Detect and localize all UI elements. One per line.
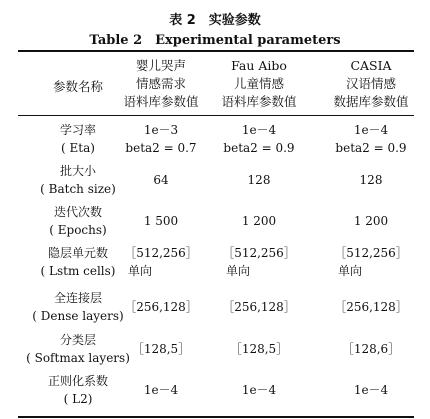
header-line: Fau Aibo <box>231 58 287 73</box>
value-cell-casia: ［256,128］ <box>334 300 408 314</box>
param-name-en: ( Dense layers) <box>32 309 124 323</box>
value-cell-casia <box>316 244 426 280</box>
value-cell-casia <box>316 121 426 157</box>
value-cell-infant-cry: 1 500 <box>143 214 179 228</box>
param-name-cn: 学习率 <box>59 123 96 137</box>
table-row-learning-rate <box>18 121 414 159</box>
value-cell-infant-cry: ［256,128］ <box>124 300 198 314</box>
table-caption-en: Table 2 Experimental parameters <box>89 33 341 48</box>
param-name-cn: 迭代次数 <box>53 205 102 219</box>
header-line: 汉语情感 <box>345 76 396 91</box>
param-name-en: ( Epochs) <box>49 223 107 237</box>
param-name-cn: 分类层 <box>59 333 96 347</box>
value-line: 单向 <box>226 264 251 278</box>
value-cell-fau-aibo: 128 <box>247 173 271 187</box>
param-name-cn: 正则化系数 <box>47 374 108 388</box>
table-row-epochs <box>18 203 414 241</box>
table-caption-cn: 表 2 实验参数 <box>169 13 261 28</box>
value-cell-fau-aibo: ［256,128］ <box>222 300 296 314</box>
value-line: ［512,256］ <box>124 246 198 260</box>
table-row-l2 <box>18 372 414 410</box>
param-name-en: ( L2) <box>63 392 93 406</box>
header-line: 情感需求 <box>135 76 186 91</box>
value-cell-casia: ［128,6］ <box>341 342 401 356</box>
header-line: 儿童情感 <box>233 76 284 91</box>
table-row-lstm-cells <box>18 244 414 282</box>
param-name-cn: 全连接层 <box>53 291 102 305</box>
value-line: ［512,256］ <box>222 246 296 260</box>
value-line: 1e－3 <box>143 123 179 137</box>
value-line: 1e－4 <box>241 123 277 137</box>
value-line: 单向 <box>128 264 153 278</box>
value-cell-casia: 1e－4 <box>353 383 389 397</box>
value-line: 1e－4 <box>353 123 389 137</box>
top-rule <box>18 50 414 52</box>
param-name-cn: 批大小 <box>59 164 96 178</box>
header-rule <box>18 115 414 116</box>
param-name-en: ( Eta) <box>61 141 95 155</box>
header-param-name: 参数名称 <box>52 79 103 94</box>
value-line: 单向 <box>338 264 363 278</box>
value-cell-infant-cry: 1e－4 <box>143 383 179 397</box>
value-cell-casia: 128 <box>359 173 383 187</box>
value-cell-infant-cry: ［128,5］ <box>131 342 191 356</box>
table-row-softmax-layers <box>18 331 414 369</box>
value-cell-fau-aibo: 1 200 <box>241 214 277 228</box>
header-line: 语料库参数值 <box>221 94 297 109</box>
header-fau-aibo <box>204 57 314 111</box>
value-cell-casia: 1 200 <box>353 214 389 228</box>
value-line: beta2 = 0.7 <box>125 141 197 155</box>
header-infant-cry <box>106 57 216 111</box>
value-cell-infant-cry: 64 <box>153 173 169 187</box>
param-name-en: ( Softmax layers) <box>26 351 130 365</box>
header-line: 婴儿哭声 <box>135 58 186 73</box>
header-line: 数据库参数值 <box>333 94 409 109</box>
header-casia <box>316 57 426 111</box>
value-cell-fau-aibo <box>204 121 314 157</box>
value-line: ［512,256］ <box>334 246 408 260</box>
param-name-en: ( Batch size) <box>40 182 116 196</box>
value-line: beta2 = 0.9 <box>335 141 407 155</box>
bottom-rule <box>18 416 414 418</box>
value-cell-fau-aibo <box>204 244 314 280</box>
table-row-dense-layers <box>18 289 414 327</box>
value-line: beta2 = 0.9 <box>223 141 295 155</box>
table-row-batch-size <box>18 162 414 200</box>
header-line: 语料库参数值 <box>123 94 199 109</box>
value-cell-fau-aibo: 1e－4 <box>241 383 277 397</box>
value-cell-infant-cry <box>106 244 216 280</box>
value-cell-infant-cry <box>106 121 216 157</box>
param-name-en: ( Lstm cells) <box>40 264 116 278</box>
value-cell-fau-aibo: ［128,5］ <box>229 342 289 356</box>
header-line: CASIA <box>350 58 392 73</box>
param-name-cn: 隐层单元数 <box>47 246 108 260</box>
